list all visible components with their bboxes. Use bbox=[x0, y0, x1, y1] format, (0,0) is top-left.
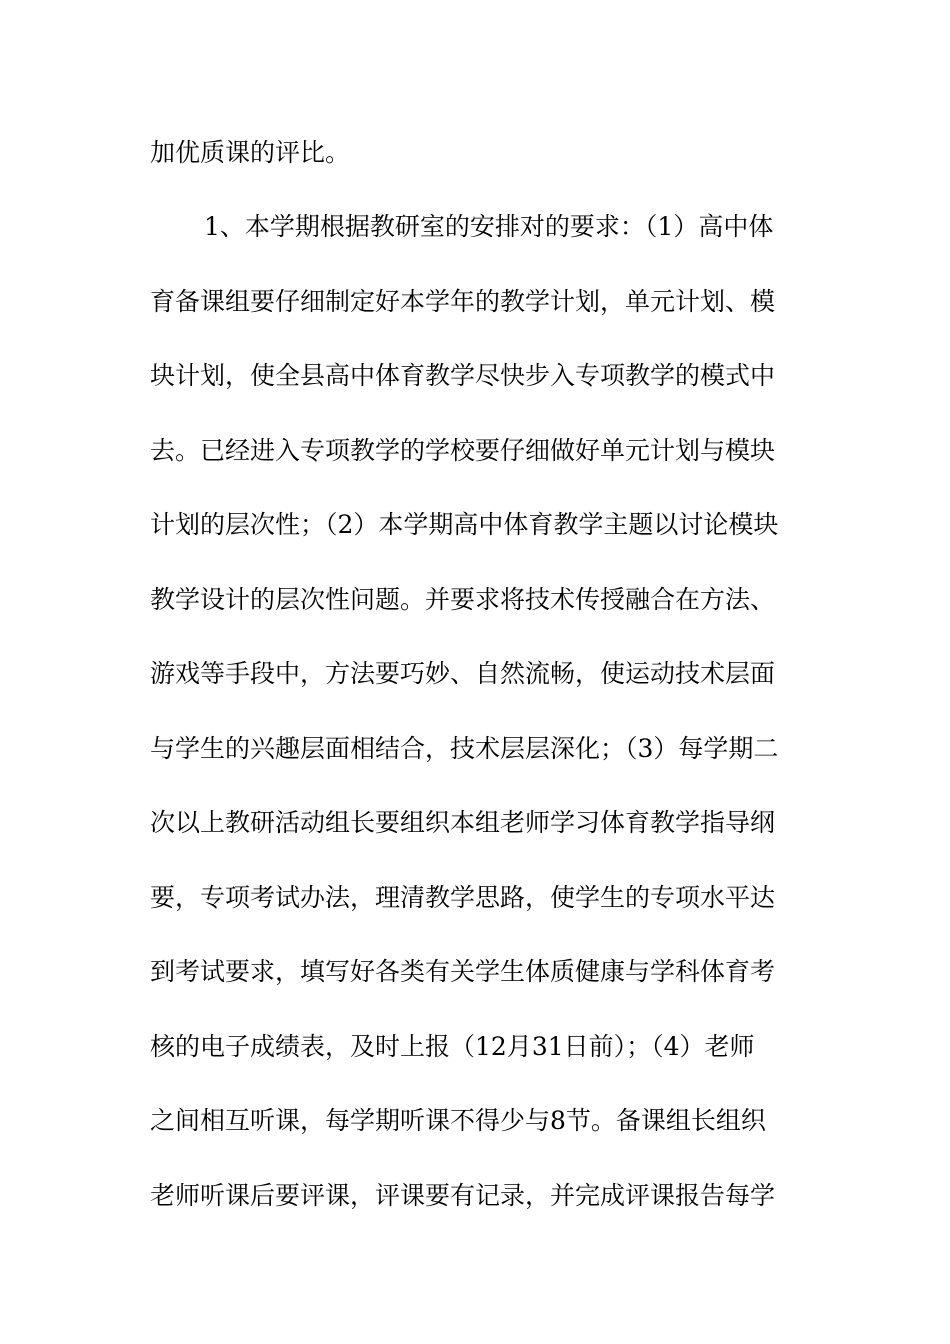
text-line: 要，专项考试办法，理清教学思路，使学生的专项水平达 bbox=[150, 883, 776, 912]
text-line: 到考试要求，填写好各类有关学生体质健康与学科体育考 bbox=[150, 957, 776, 986]
text-line: 教学设计的层次性问题。并要求将技术传授融合在方法、 bbox=[150, 585, 776, 614]
text-line: 块计划，使全县高中体育教学尽快步入专项教学的模式中 bbox=[150, 361, 776, 390]
text-line: 加优质课的评比。 bbox=[150, 138, 351, 167]
text-line: 与学生的兴趣层面相结合，技术层层深化；（3）每学期二 bbox=[150, 734, 779, 763]
text-line: 计划的层次性；（2）本学期高中体育教学主题以讨论模块 bbox=[150, 510, 779, 539]
text-line: 育备课组要仔细制定好本学年的教学计划，单元计划、模 bbox=[150, 287, 776, 316]
text-line: 去。已经进入专项教学的学校要仔细做好单元计划与模块 bbox=[150, 436, 776, 465]
text-line: 之间相互听课，每学期听课不得少与8节。备课组长组织 bbox=[150, 1106, 766, 1135]
text-line: 次以上教研活动组长要组织本组老师学习体育教学指导纲 bbox=[150, 808, 776, 837]
text-line: 老师听课后要评课，评课要有记录，并完成评课报告每学 bbox=[150, 1181, 776, 1210]
text-line: 游戏等手段中，方法要巧妙、自然流畅，使运动技术层面 bbox=[150, 659, 776, 688]
text-line: 核的电子成绩表，及时上报（12月31日前）；（4）老师 bbox=[150, 1032, 755, 1061]
text-line: 1、本学期根据教研室的安排对的要求：（1）高中体 bbox=[204, 212, 774, 241]
